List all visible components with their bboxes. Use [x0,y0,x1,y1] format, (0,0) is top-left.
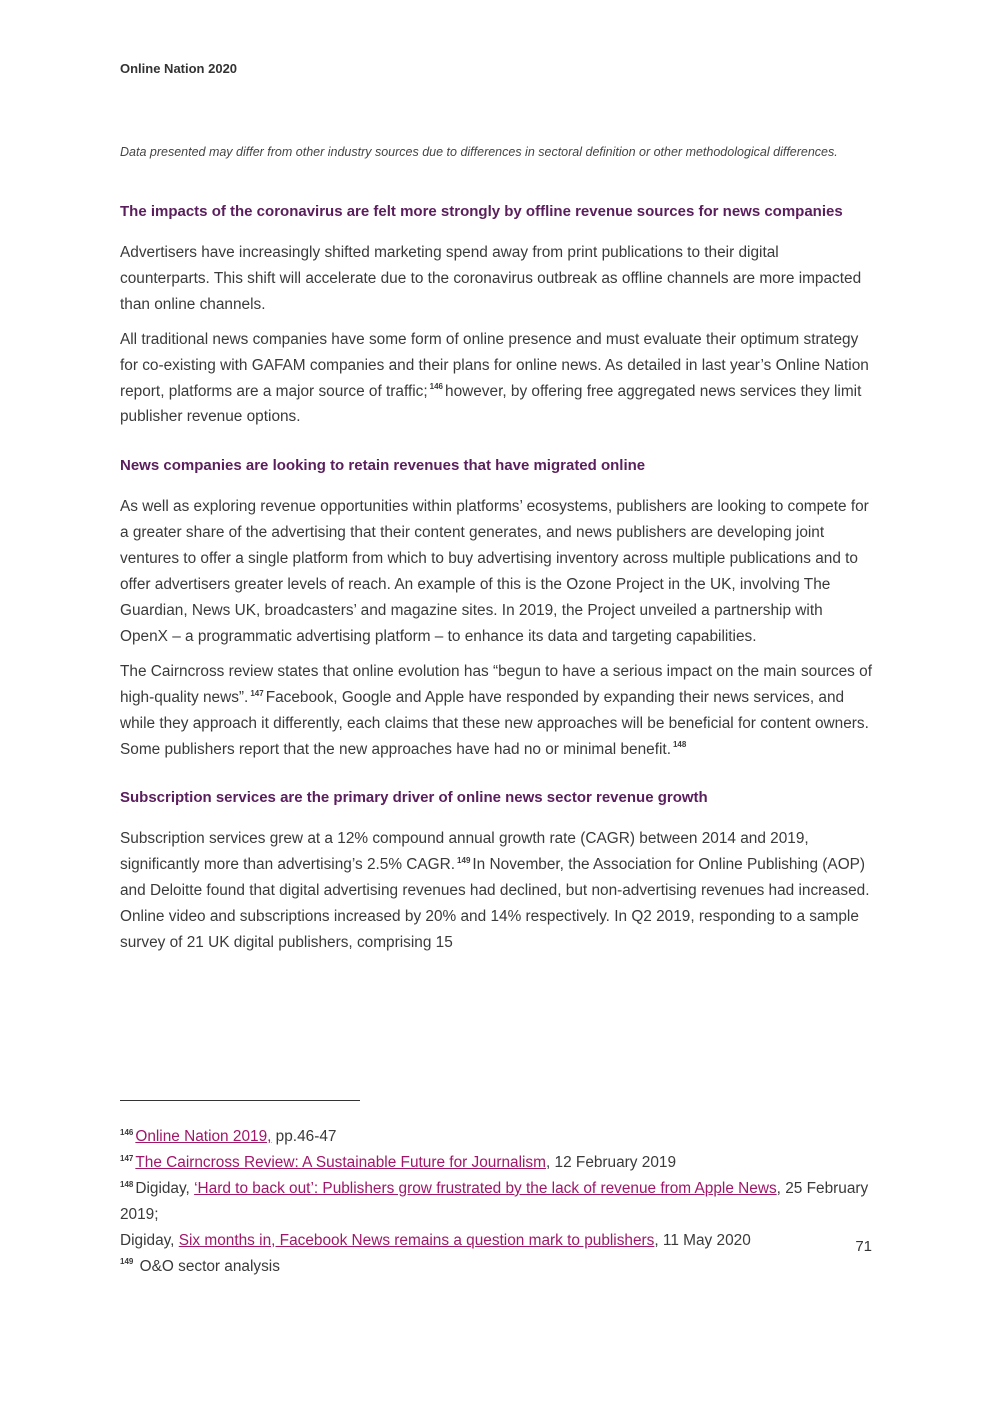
paragraph: Subscription services grew at a 12% compound annual growth rate (CAGR) between 2014 and 2019, significantly more than advertising’s 2.5% CAGR. $^{149}$ In November, the Association for Online Publishing (AOP) and Deloitte found that digital advertising revenues had declined, but non-advertising revenues had increased. Online video and subscriptions increased by 20% and 14% respectively. In Q2 2019, responding to a sample survey of 21 UK digital publishers, comprising 15 [120,830,870,952]
page-number: 71 [855,1238,872,1255]
section-heading-retain-revenues: News companies are looking to retain revenues that have migrated online [120,457,646,475]
paragraph: As well as exploring revenue opportunities within platforms’ ecosystems, publishers are looking to compete for a greater share of the advertising that their content generates, and news publishers are developing joint ventures to offer a single platform from which to buy advertising inventory across multiple publications and to offer advertisers greater levels of reach. An example of this is the Ozone Project in the UK, involving The Guardian, News UK, broadcasters’ and magazine sites. In 2019, the Project unveiled a partnership with OpenX – a programmatic advertising platform – to enhance its data and targeting capabilities. [120,498,869,645]
footnote-ref[interactable]: 149 [457,856,471,866]
footnote-divider [120,1100,360,1101]
paragraph: All traditional news companies have some form of online presence and must evaluate their optimum strategy for co-existing with GAFAM companies and their plans for online news. As detailed in last year’s Online Nation report, platforms are a major source of traffic; $^{146}$ however, by offering free aggregated news services they limit publisher revenue options. [120,330,869,426]
footnote-149: $^{149}$ O&O sector analysis [120,1257,280,1275]
footnote-ref[interactable]: 147 [250,688,264,698]
footnote-link[interactable]: The Cairncross Review: A Sustainable Future for Journalism [135,1153,546,1171]
footnote-link[interactable]: Online Nation 2019, [135,1128,272,1145]
running-header: Online Nation 2020 [120,61,238,76]
section-heading-coronavirus: The impacts of the coronavirus are felt more strongly by offline revenue sources for news companies [120,203,843,220]
paragraph: The Cairncross review states that online evolution has “begun to have a serious impact on the main sources of high-quality news”. $^{147}$ Facebook, Google and Apple have responded by expanding their news services, and while they approach it differently, each claims that these new approaches will be beneficial for content owners. Some publishers report that the new approaches have had no or minimal benefit. $^{148}$ [120,662,872,758]
footnote-147: $^{147}$ The Cairncross Review: A Sustainable Future for Journalism, 12 February 2019 [120,1153,677,1171]
footnote-ref[interactable]: 148 [672,740,687,750]
footnotes [120,1124,880,1279]
footnote-link[interactable]: Six months in, Facebook News remains a question mark to publishers [178,1231,655,1249]
source-note: Data presented may differ from other industry sources due to differences in sectoral definition or other methodological differences. [120,145,838,159]
paragraph: Advertisers have increasingly shifted marketing spend away from print publications to their digital counterparts. This shift will accelerate due to the coronavirus outbreak as offline channels are more impacted than online channels. [120,244,862,313]
footnote-ref[interactable]: 146 [429,382,444,392]
body-content [120,200,872,965]
footnote-link[interactable]: ‘Hard to back out’: Publishers grow frustrated by the lack of revenue from Apple News [194,1179,777,1197]
footnote-146: $^{146}$ Online Nation 2019, pp.46-47 [120,1127,337,1145]
section-heading-subscriptions: Subscription services are the primary driver of online news sector revenue growth [120,789,708,807]
footnote-148: $^{148}$ Digiday, ‘Hard to back out’: Publishers grow frustrated by the lack of revenue from Apple News, 25 February 2019; Digiday, Six months in, Facebook News remains a question mark to publishers, 11 May 2020 [120,1179,869,1249]
